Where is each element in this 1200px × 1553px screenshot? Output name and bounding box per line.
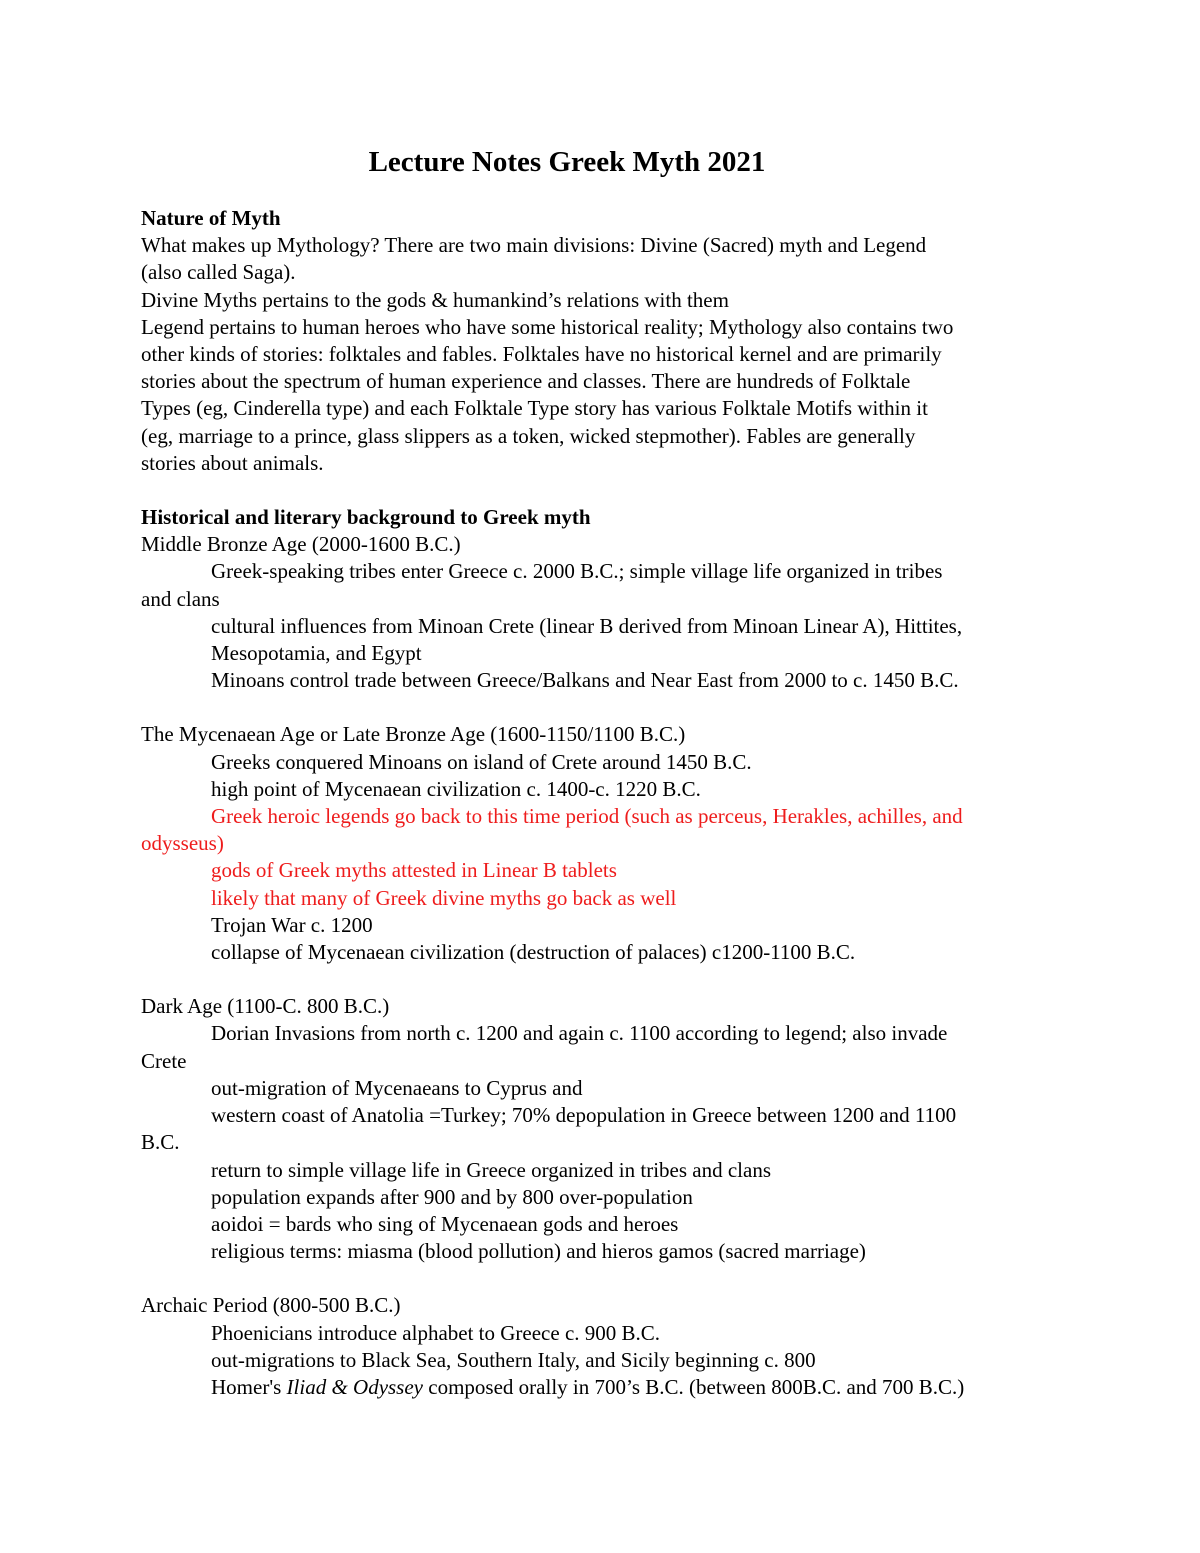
period-item: high point of Mycenaean civilization c. 1400-c. 1220 B.C.	[211, 776, 701, 801]
paragraph-gap	[141, 694, 1071, 721]
text-line: Legend pertains to human heroes who have some historical reality; Mythology also contains two	[141, 314, 954, 339]
text-line: Types (eg, Cinderella type) and each Folktale Type story has various Folktale Motifs within it	[141, 396, 928, 421]
text-run: Homer's	[211, 1374, 287, 1399]
period-item: religious terms: miasma (blood pollution) and hieros gamos (sacred marriage)	[211, 1239, 866, 1264]
text-line: (eg, marriage to a prince, glass slippers as a token, wicked stepmother). Fables are generally	[141, 423, 916, 448]
text-line: What makes up Mythology? There are two main divisions: Divine (Sacred) myth and Legend	[141, 233, 927, 258]
period-label: Middle Bronze Age (2000-1600 B.C.)	[141, 532, 461, 557]
work-title-italic: Iliad & Odyssey	[286, 1374, 424, 1399]
period-label: The Mycenaean Age or Late Bronze Age (1600-1150/1100 B.C.)	[141, 722, 686, 747]
period-item: out-migration of Mycenaeans to Cyprus and	[211, 1075, 583, 1100]
section-heading: Nature of Myth	[141, 206, 281, 230]
period-item: out-migrations to Black Sea, Southern Italy, and Sicily beginning c. 800	[211, 1347, 816, 1372]
page-title: Lecture Notes Greek Myth 2021	[368, 146, 766, 178]
paragraph-gap	[141, 966, 1071, 993]
period-item: Dorian Invasions from north c. 1200 and again c. 1100 according to legend; also invade	[211, 1021, 948, 1046]
period-item-wrap: and clans	[141, 586, 220, 611]
period-item	[141, 1374, 1071, 1401]
document-body	[141, 205, 1071, 1401]
text-run: composed orally in 700’s B.C. (between 800B.C. and 700 B.C.)	[423, 1374, 965, 1399]
period-item: aoidoi = bards who sing of Mycenaean gods and heroes	[211, 1211, 679, 1236]
period-item: western coast of Anatolia =Turkey; 70% depopulation in Greece between 1200 and 1100	[211, 1103, 957, 1128]
nature-of-myth-section	[141, 205, 1071, 477]
period-item: Trojan War c. 1200	[211, 912, 373, 937]
text-line: stories about the spectrum of human experience and classes. There are hundreds of Folktale	[141, 369, 911, 394]
highlighted-item-wrap: odysseus)	[141, 831, 224, 856]
highlighted-item: likely that many of Greek divine myths go back as well	[211, 885, 677, 910]
text-line: Divine Myths pertains to the gods & humankind’s relations with them	[141, 287, 729, 312]
period-item: Phoenicians introduce alphabet to Greece c. 900 B.C.	[211, 1320, 661, 1345]
period-item: collapse of Mycenaean civilization (destruction of palaces) c1200-1100 B.C.	[211, 940, 856, 965]
period-item: Greeks conquered Minoans on island of Crete around 1450 B.C.	[211, 749, 752, 774]
text-line: other kinds of stories: folktales and fables. Folktales have no historical kernel and are primarily	[141, 342, 942, 367]
period-item: population expands after 900 and by 800 over-population	[211, 1184, 693, 1209]
period-item: Minoans control trade between Greece/Balkans and Near East from 2000 to c. 1450 B.C.	[211, 668, 959, 693]
period-item-wrap: B.C.	[141, 1130, 180, 1155]
highlighted-item: Greek heroic legends go back to this time period (such as perceus, Herakles, achilles, and	[211, 804, 963, 829]
text-line: (also called Saga).	[141, 260, 296, 285]
paragraph-gap	[141, 477, 1071, 504]
section-heading: Historical and literary background to Greek myth	[141, 505, 591, 530]
period-item: cultural influences from Minoan Crete (linear B derived from Minoan Linear A), Hittites,	[211, 613, 963, 638]
period-item: Greek-speaking tribes enter Greece c. 2000 B.C.; simple village life organized in tribes	[211, 559, 943, 584]
period-label: Archaic Period (800-500 B.C.)	[141, 1293, 401, 1318]
historical-section	[141, 504, 1071, 1401]
period-item: return to simple village life in Greece organized in tribes and clans	[211, 1157, 771, 1182]
paragraph-gap	[141, 1265, 1071, 1292]
text-line: stories about animals.	[141, 450, 324, 475]
highlighted-item: gods of Greek myths attested in Linear B tablets	[211, 858, 617, 883]
period-item-wrap: Crete	[141, 1048, 187, 1073]
period-label: Dark Age (1100-C. 800 B.C.)	[141, 994, 390, 1019]
period-item-wrap: Mesopotamia, and Egypt	[211, 641, 422, 666]
